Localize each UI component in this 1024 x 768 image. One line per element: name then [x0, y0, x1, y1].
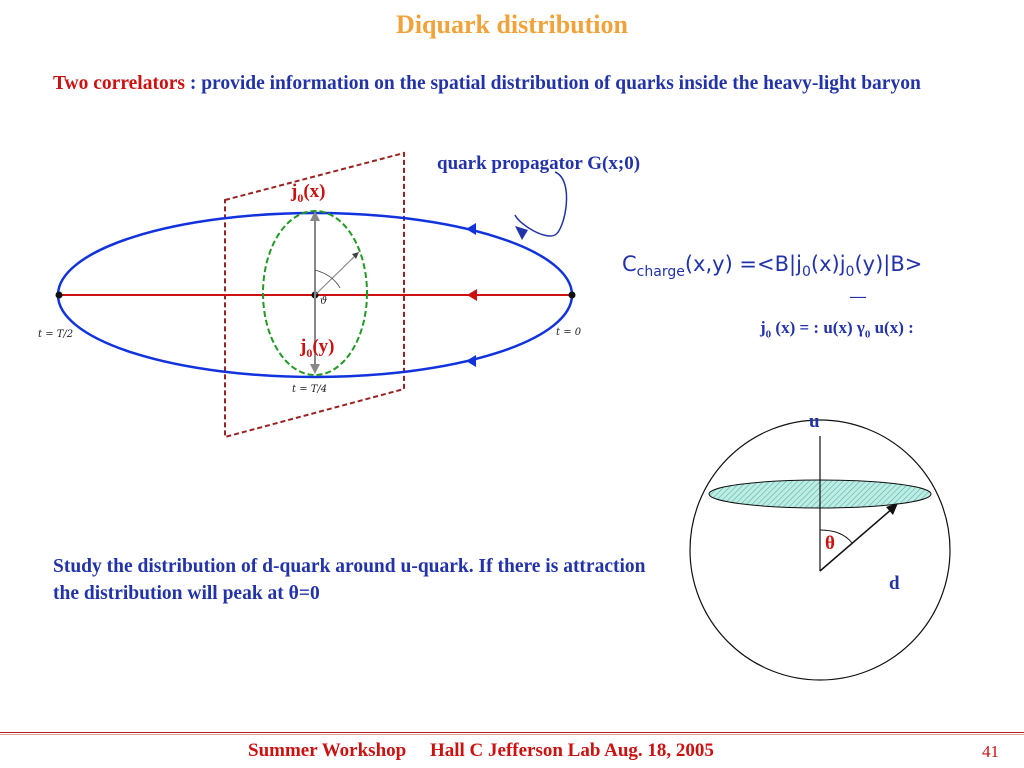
- theta-label: θ: [825, 533, 835, 554]
- footer-text: Summer Workshop Hall C Jefferson Lab Aug. 18, 2005: [248, 740, 714, 761]
- j-bottom-label: $j_0(y)$: [300, 336, 335, 360]
- arrow-red: [467, 289, 477, 301]
- slide-title: Diquark distribution: [396, 10, 628, 39]
- current-definition: $j_0$ (x) = : u(x) $\gamma_0$ u(x) :: [760, 318, 914, 341]
- vector-diagonal: [315, 255, 356, 295]
- arrow-top: [466, 223, 476, 235]
- theta-small-label: ϑ: [320, 296, 328, 307]
- overbar-mark: —: [850, 288, 866, 305]
- d-quark-label: d: [889, 573, 900, 594]
- intro-highlight: Two correlators: [53, 73, 185, 94]
- angle-arc-small: [315, 270, 340, 288]
- t-half-label: t = T/2: [38, 329, 74, 340]
- charge-correlator-formula: $C_{charge}(x,y) =<B|j_0(x)j_0(y)|B>$: [622, 252, 923, 281]
- footer-divider-light: [0, 734, 1024, 735]
- t-quarter-label: t = T/4: [292, 384, 328, 395]
- study-text: Study the distribution of d-quark around u-quark. If there is attraction the distribution will peak at θ=0: [53, 556, 646, 604]
- footer-divider: [0, 732, 1024, 733]
- propagator-label: quark propagator G(x;0): [437, 153, 641, 174]
- point-right: [569, 292, 576, 299]
- intro-rest: : provide information on the spatial distribution of quarks inside the heavy-light baryon: [184, 73, 921, 94]
- arrow-bottom: [466, 355, 476, 367]
- u-quark-label: u: [809, 411, 820, 432]
- propagator-pointer: [515, 172, 567, 236]
- j-top-label: $j_0(x)$: [291, 181, 326, 205]
- page-number: 41: [982, 742, 999, 761]
- t-zero-label: t = 0: [556, 327, 582, 338]
- point-left: [56, 292, 63, 299]
